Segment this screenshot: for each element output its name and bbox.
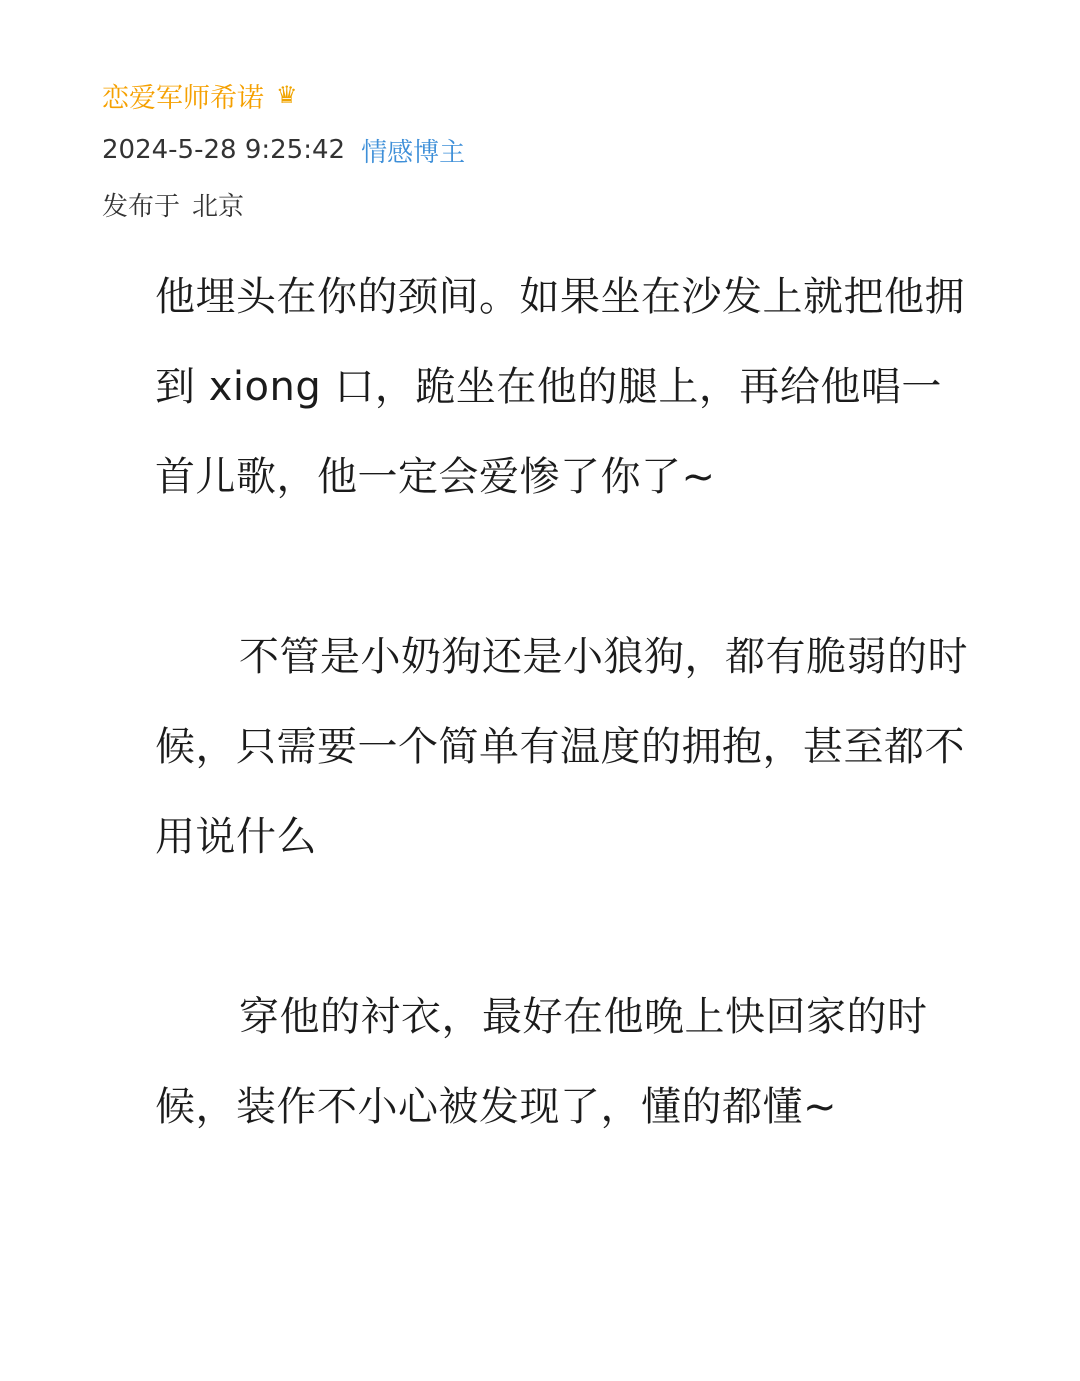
paragraph: 不管是小奶狗还是小狼狗，都有脆弱的时候，只需要一个简单有温度的拥抱，甚至都不用说什么 [155,634,968,860]
author-name[interactable]: 恋爱军师希诺 [102,82,264,114]
timestamp-row [102,128,982,172]
location-row [102,182,982,226]
post-timestamp: 2024-5-28 9:25:42 [102,135,346,165]
crown-icon: ♛ [276,81,298,109]
author-row [102,72,982,118]
author-role-tag: 情感博主 [361,137,466,168]
location-prefix: 发布于 [102,191,181,222]
paragraph: 他埋头在你的颈间。如果坐在沙发上就把他拥到 xiong 口，跪坐在他的腿上，再给他唱一首儿歌，他一定会爱惨了你了~ [155,274,965,500]
paragraph: 穿他的衬衣，最好在他晚上快回家的时候，装作不小心被发现了，懂的都懂~ [155,994,928,1130]
post-header [102,72,982,226]
post-body [155,252,970,1152]
location-city: 北京 [192,191,245,222]
